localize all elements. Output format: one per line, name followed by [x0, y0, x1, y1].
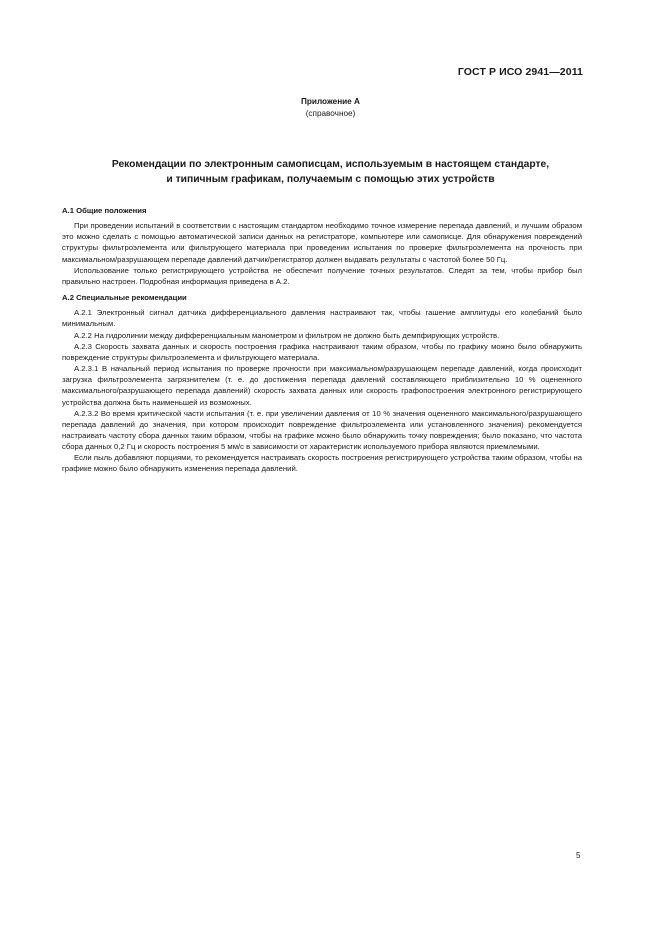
clause-a2-1: А.2.1 Электронный сигнал датчика дифференциального давления настраивают так, чтобы гашение амплитуды его колебаний было минимальным. — [62, 308, 582, 329]
paragraph: При проведении испытаний в соответствии с настоящим стандартом необходимо точное измерение перепада давлений, и лучшим образом это можно сделать с помощью автоматической записи данных на регистраторе, компьютере или самописце. Для обнаружения повреждений структуры фильтроэлемента или фильтрующего материала при проведении испытания по проверке фильтроэлемента на прочность при максимальном/разрушающем перепаде давлений датчик/регистратор должен выдавать результаты с частотой более 50 Гц. — [62, 221, 582, 264]
document-title — [60, 157, 601, 187]
clause-a2-3-2: А.2.3.2 Во время критической части испытания (т. е. при увеличении давления от 10 % значения оцененного максимального/разрушающего перепада давлений до значения, при котором происходит повреждение фильтроэлемента или установленного значения) рекомендуется настраивать частоту сбора данных таким образом, чтобы на графике можно было обнаружить точку повреждения; было показано, что частота сбора данных 0,2 Гц и скорость построения 5 мм/с в зависимости от характеристик используемого прибора являются приемлемыми. — [62, 408, 582, 452]
clause-a2-3-1: А.2.3.1 В начальный период испытания по проверке прочности при максимальном/разрушающем перепаде давлений, когда происходит загрузка фильтроэлемента загрязнителем (т. е. до достижения перепада давлений составляющего приблизительно 10 % оцененного максимального/разрушающего перепада давлений) скорость захвата данных или скорость графопостроения электронного регистрирующего устройства должна быть наименьшей из возможных. — [62, 364, 582, 407]
annex-title: Приложение А — [301, 97, 360, 106]
section-heading-a1: А.1 Общие положения — [62, 206, 147, 215]
page-number: 5 — [576, 851, 581, 860]
annex-type: (справочное) — [305, 109, 356, 118]
document-body — [62, 203, 582, 475]
section-heading-a2: А.2 Специальные рекомендации — [62, 293, 187, 303]
clause-a2-2: А.2.2 На гидролинии между дифференциальным манометром и фильтром не должно быть демпфирующих устройств. — [74, 330, 500, 340]
paragraph: Использование только регистрирующего устройства не обеспечит получение точных результатов. Следят за тем, чтобы прибор был правильно настроен. Подробная информация приведена в А.2. — [62, 265, 582, 286]
clause-a2-3: А.2.3 Скорость захвата данных и скорость построения графика настраивают таким образом, чтобы по графику можно было обнаружить повреждение структуры фильтроэлемента и фильтрующего материала. — [62, 341, 582, 362]
document-title-line-1: Рекомендации по электронным самописцам, используемым в настоящем стандарте, — [111, 159, 550, 170]
standard-designation: ГОСТ Р ИСО 2941—2011 — [457, 66, 583, 78]
paragraph: Если пыль добавляют порциями, то рекомендуется настраивать скорость построения регистрирующего устройства таким образом, чтобы на графике можно было обнаружить изменения перепада давлений. — [62, 453, 582, 474]
document-title-line-2: и типичным графикам, получаемым с помощью этих устройств — [166, 174, 495, 185]
annex-header — [0, 96, 661, 120]
